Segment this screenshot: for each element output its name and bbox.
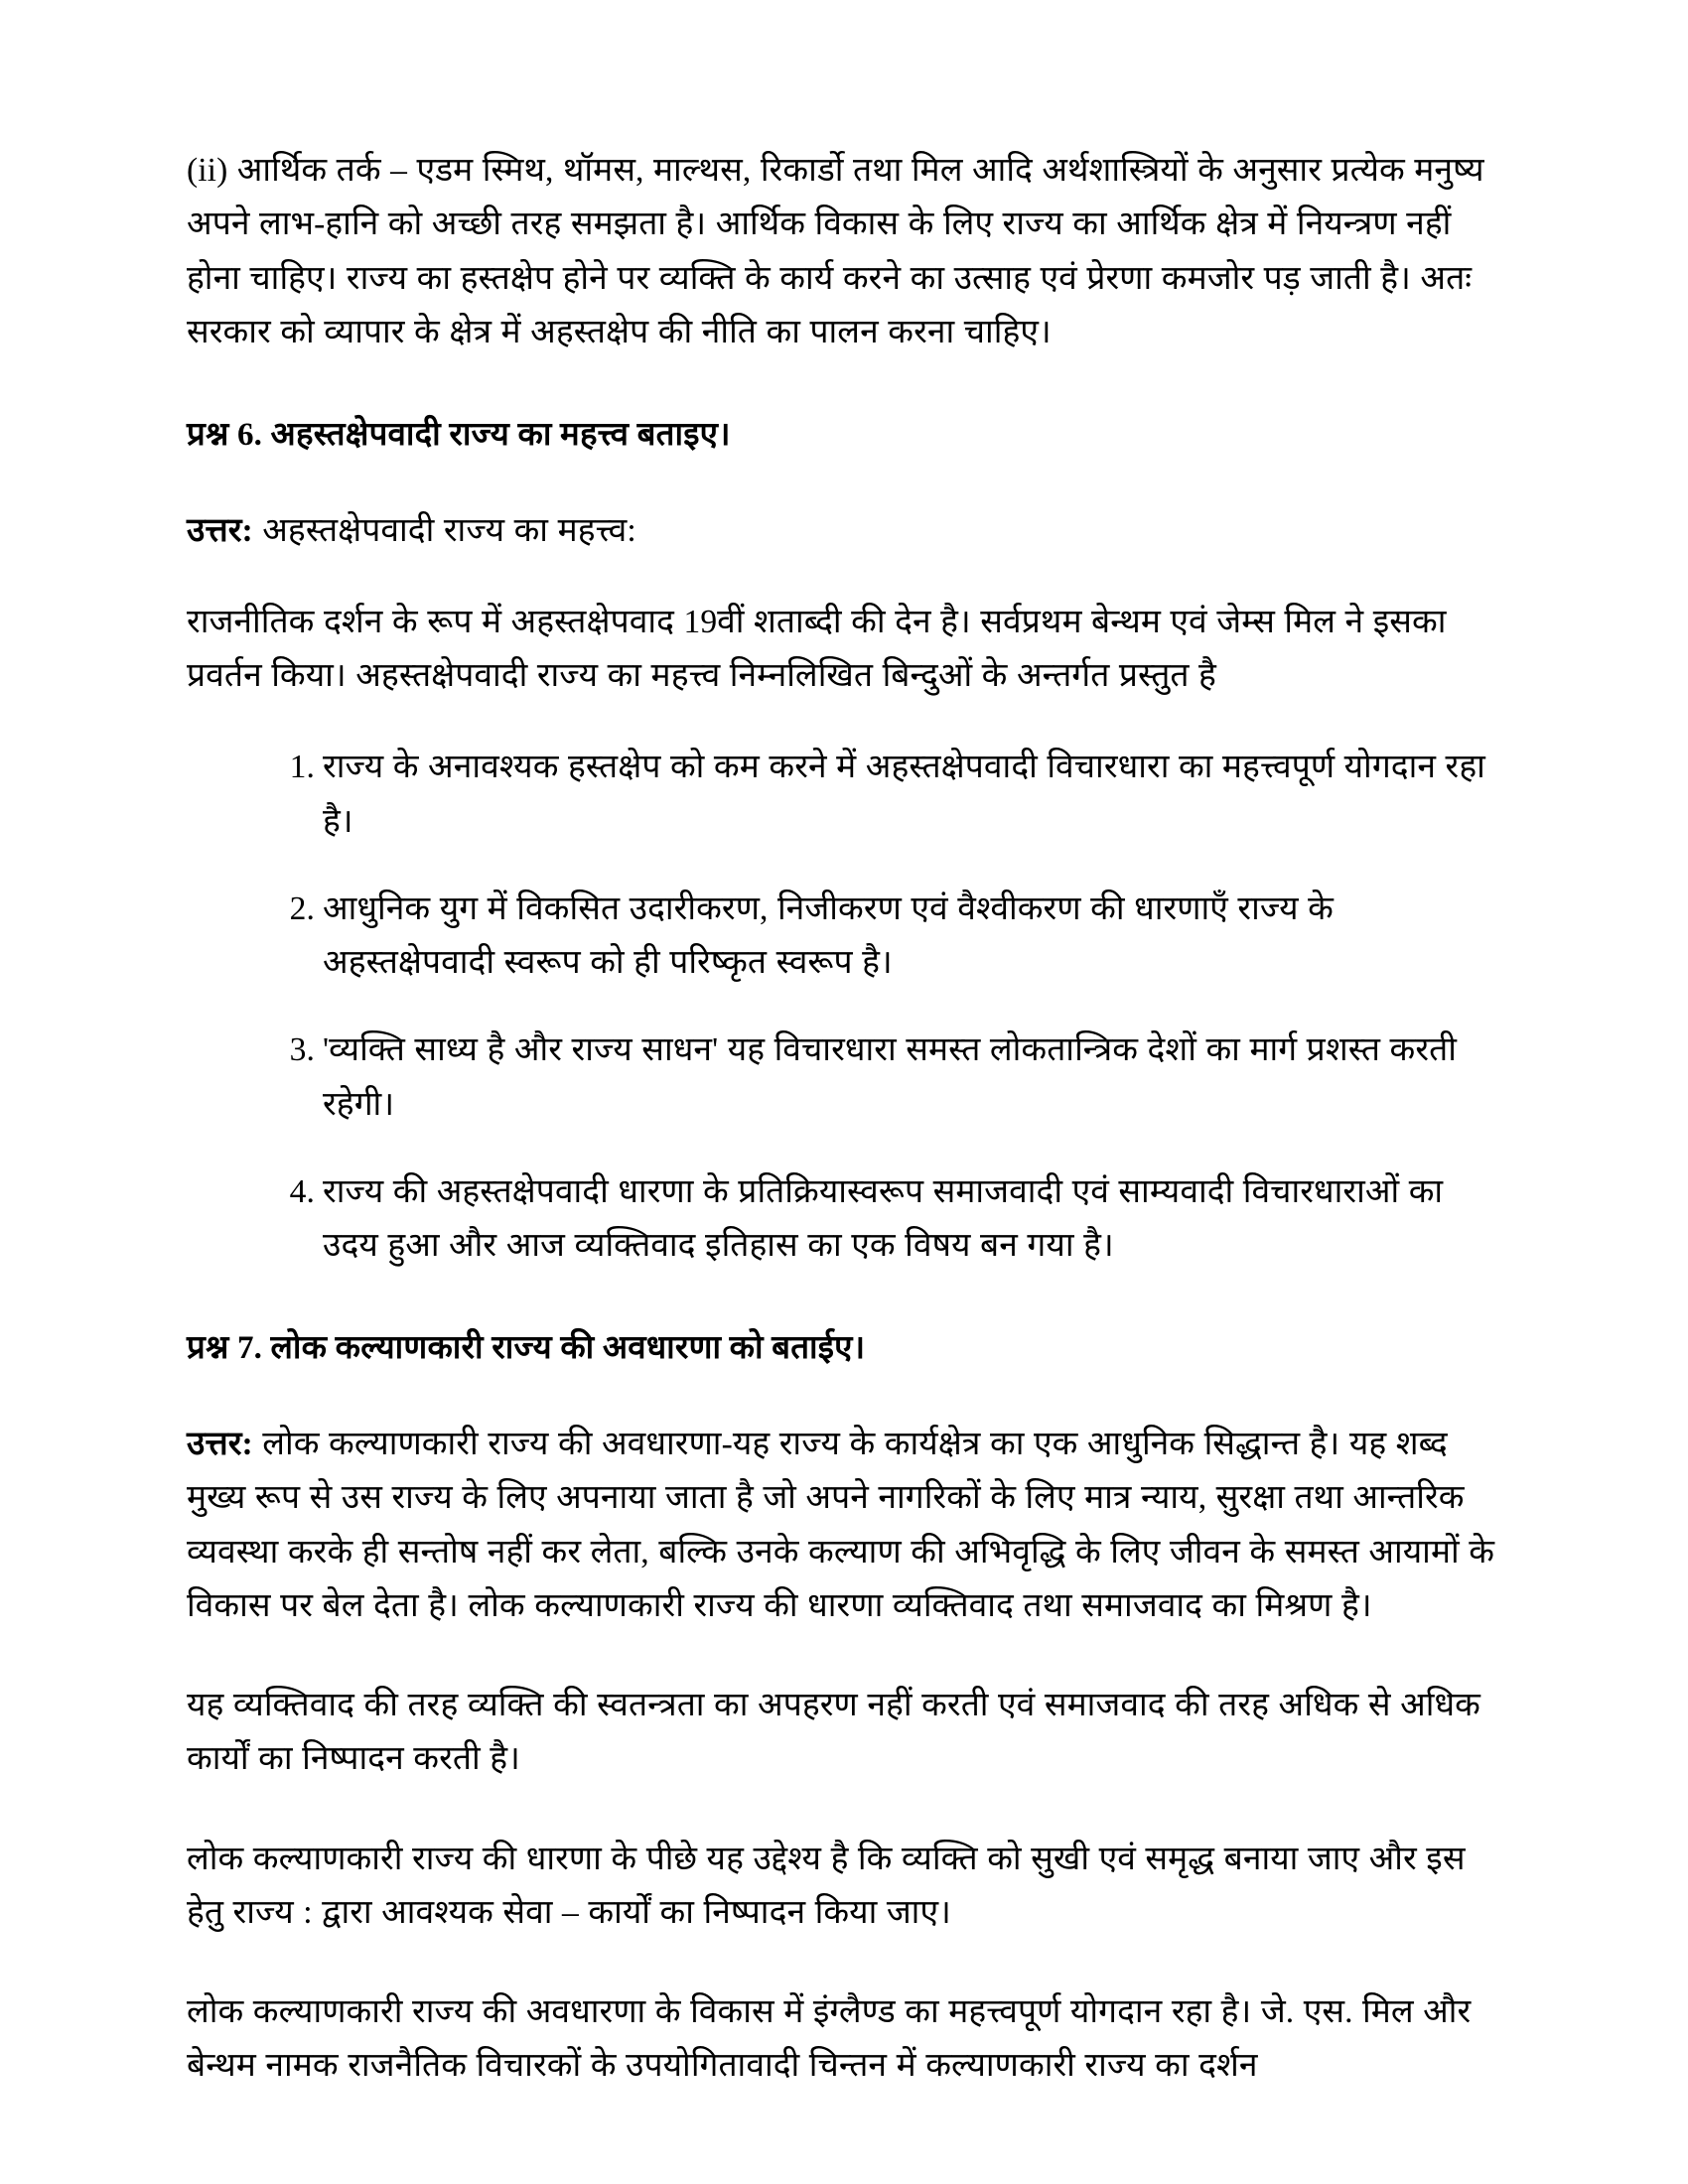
question-7-heading: प्रश्न 7. लोक कल्याणकारी राज्य की अवधारणा को बताईए। [187, 1330, 866, 1367]
answer-6-points-list [187, 741, 1502, 1273]
answer-6-lead-text: अहस्तक्षेपवादी राज्य का महत्त्व: [252, 511, 636, 549]
question-6-heading: प्रश्न 6. अहस्तक्षेपवादी राज्य का महत्त्व बताइए। [187, 417, 731, 454]
list-item: राज्य की अहस्तक्षेपवादी धारणा के प्रतिक्रियास्वरूप समाजवादी एवं साम्यवादी विचारधाराओं का उदय हुआ और आज व्यक्तिवाद इतिहास का एक विषय बन गया है। [323, 1172, 1444, 1265]
list-item: आधुनिक युग में विकसित उदारीकरण, निजीकरण एवं वैश्वीकरण की धारणाएँ राज्य के अहस्तक्षेपवादी स्वरूप को ही परिष्कृत स्वरूप है। [323, 889, 1334, 982]
answer-7-body-text: लोक कल्याणकारी राज्य की अवधारणा-यह राज्य के कार्यक्षेत्र का एक आधुनिक सिद्धान्त है। यह शब्द मुख्य रूप से उस राज्य के लिए अपनाया जाता है जो अपने नागरिकों के लिए मात्र न्याय, सुरक्षा तथा आन्तरिक व्यवस्था करके ही सन्तोष नहीं कर लेता, बल्कि उनके कल्याण की अभिवृद्धि के लिए जीवन के समस्त आयामों के विकास पर बेल देता है। लोक कल्याणकारी राज्य की धारणा व्यक्तिवाद तथा समाजवाद का मिश्रण है। [187, 1425, 1495, 1624]
answer-6-label: उत्तर: [187, 511, 253, 549]
answer-7-paragraph-4: लोक कल्याणकारी राज्य की अवधारणा के विकास में इंग्लैण्ड का महत्त्वपूर्ण योगदान रहा है। जे. एस. मिल और बेन्थम नामक राजनैतिक विचारकों के उपयोगितावादी चिन्तन में कल्याणकारी राज्य का दर्शन [187, 1993, 1472, 2085]
page-content [187, 144, 1502, 2094]
intro-paragraph: (ii) आर्थिक तर्क – एडम स्मिथ, थॉमस, माल्थस, रिकार्डो तथा मिल आदि अर्थशास्त्रियों के अनुसार प्रत्येक मनुष्य अपने लाभ-हानि को अच्छी तरह समझता है। आर्थिक विकास के लिए राज्य का आर्थिक क्षेत्र में नियन्त्रण नहीं होना चाहिए। राज्य का हस्तक्षेप होने पर व्यक्ति के कार्य करने का उत्साह एवं प्रेरणा कमजोर पड़ जाती है। अतः सरकार को व्यापार के क्षेत्र में अहस्तक्षेप की नीति का पालन करना चाहिए। [187, 152, 1484, 350]
answer-6-intro-paragraph: राजनीतिक दर्शन के रूप में अहस्तक्षेपवाद 19वीं शताब्दी की देन है। सर्वप्रथम बेन्थम एवं जेम्स मिल ने इसका प्रवर्तन किया। अहस्तक्षेपवादी राज्य का महत्त्व निम्नलिखित बिन्दुओं के अन्तर्गत प्रस्तुत है [187, 603, 1447, 695]
answer-7-paragraph [187, 1418, 1502, 1633]
list-item: 'व्यक्ति साध्य है और राज्य साधन' यह विचारधारा समस्त लोकतान्त्रिक देशों का मार्ग प्रशस्त करती रहेगी। [323, 1031, 1458, 1123]
answer-6-lead-paragraph [187, 504, 1502, 558]
list-item: राज्य के अनावश्यक हस्तक्षेप को कम करने में अहस्तक्षेपवादी विचारधारा का महत्त्वपूर्ण योगदान रहा है। [323, 749, 1485, 840]
answer-7-label: उत्तर: [187, 1425, 253, 1462]
answer-7-paragraph-3: लोक कल्याणकारी राज्य की धारणा के पीछे यह उद्देश्य है कि व्यक्ति को सुखी एवं समृद्ध बनाया जाए और इस हेतु राज्य : द्वारा आवश्यक सेवा – कार्यों का निष्पादन किया जाए। [187, 1840, 1466, 1931]
answer-7-paragraph-2: यह व्यक्तिवाद की तरह व्यक्ति की स्वतन्त्रता का अपहरण नहीं करती एवं समाजवाद की तरह अधिक से अधिक कार्यों का निष्पादन करती है। [187, 1687, 1480, 1778]
